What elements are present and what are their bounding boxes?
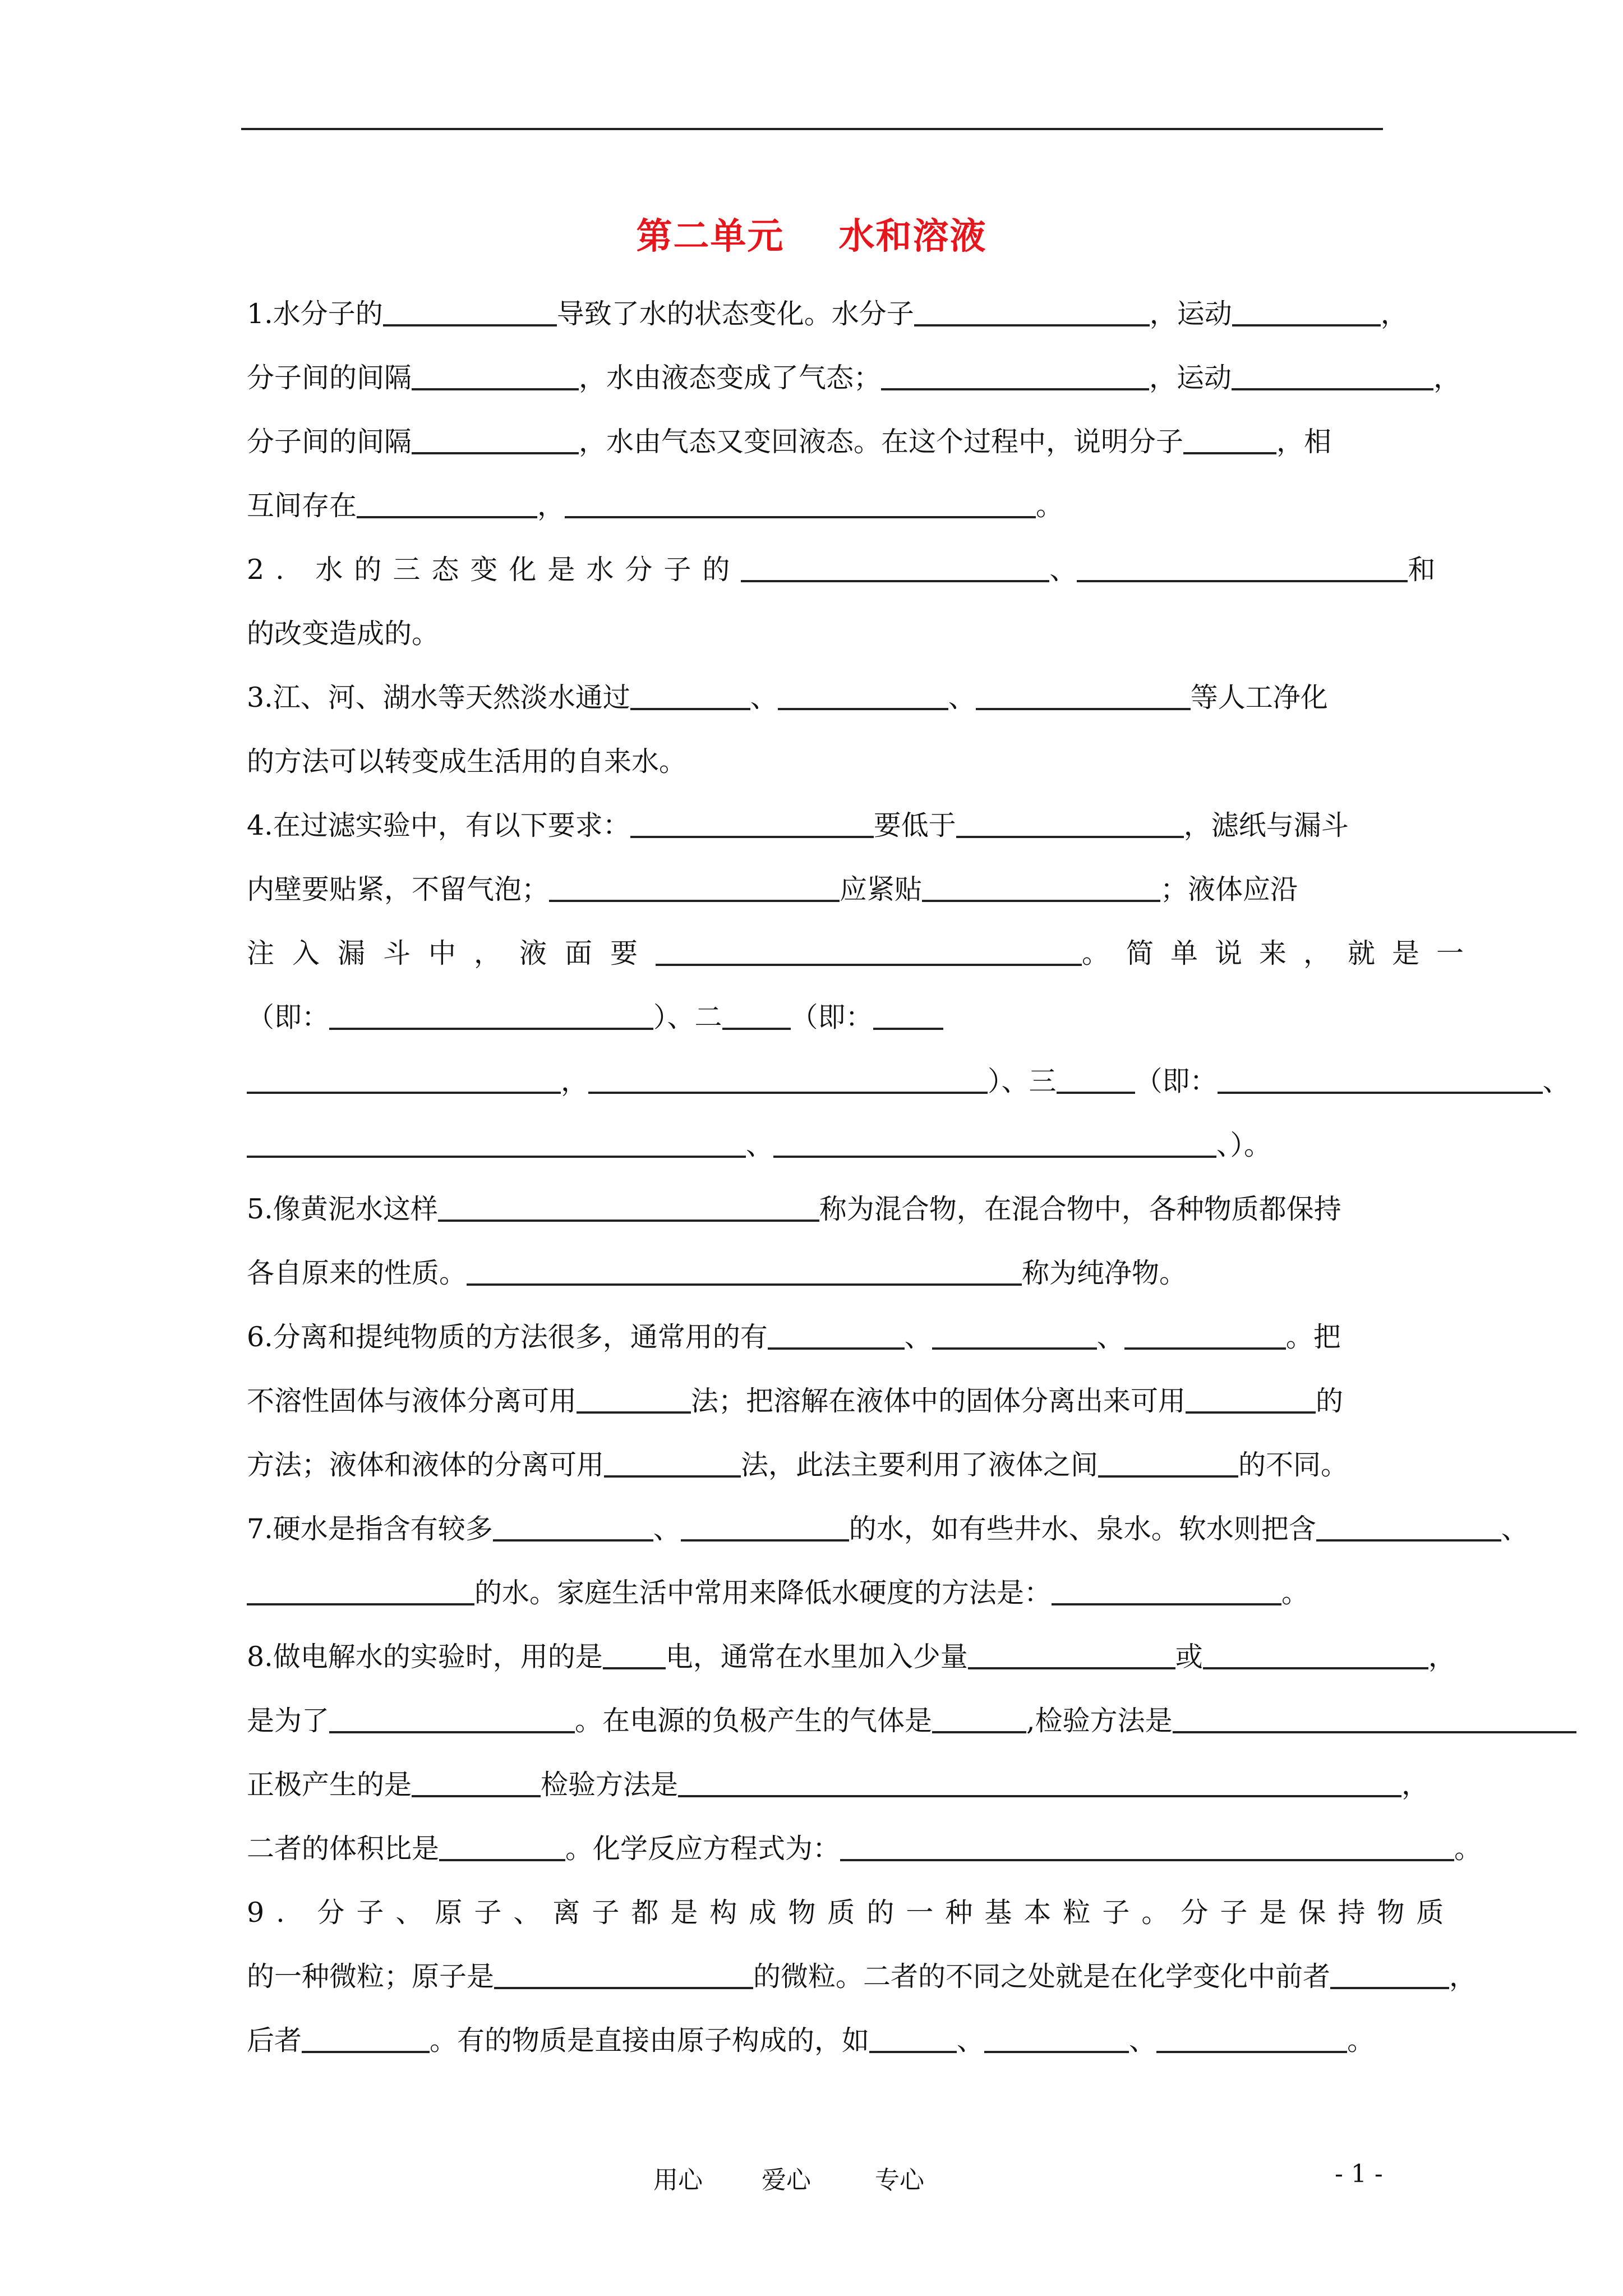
blank[interactable]: [1098, 1446, 1238, 1478]
q4-text: ）、二: [653, 1001, 722, 1033]
blank[interactable]: [881, 359, 1149, 390]
q1-text: 分子间的间隔: [247, 426, 412, 458]
blank[interactable]: [412, 1766, 541, 1797]
q8-text: ，: [1428, 1641, 1456, 1673]
blank[interactable]: [630, 679, 750, 710]
q8-text: 8.做电解水的实验时，用的是: [247, 1641, 603, 1673]
q3-line-2: [247, 739, 1623, 803]
q8-text: 二者的体积比是: [247, 1833, 440, 1865]
q9-line-2: [247, 1954, 1623, 2018]
blank[interactable]: [603, 1638, 666, 1669]
q6-text: 法，此法主要利用了液体之间: [741, 1449, 1099, 1481]
q1-text: ，: [1380, 298, 1408, 330]
q4-line-1: [247, 803, 1623, 867]
blank[interactable]: [1124, 1318, 1286, 1350]
blank[interactable]: [357, 487, 537, 518]
page-title: 第二单元 水和溶液: [636, 215, 987, 257]
q5-text: 称为纯净物。: [1022, 1257, 1187, 1289]
q1-line-2: [247, 356, 1623, 420]
q4-text: 内壁要贴紧，不留气泡；: [247, 873, 550, 905]
q9-text: 后者: [247, 2024, 302, 2056]
blank[interactable]: [768, 1318, 905, 1350]
q1-text: 互间存在: [247, 490, 357, 522]
worksheet-body: [247, 292, 1623, 2082]
q1-text: ，水由气态又变回液态。在这个过程中，说明分子: [579, 426, 1184, 458]
q9-line-1: [247, 1890, 1623, 1954]
q8-text: 是为了: [247, 1705, 330, 1737]
blank[interactable]: [549, 871, 840, 902]
blank[interactable]: [681, 1510, 849, 1542]
blank[interactable]: [438, 1190, 819, 1222]
q9-text: 9. 分子、原子、离子都是构成物质的一种基本粒子。分子是保持物质: [247, 1897, 1456, 1929]
q2-text: 的改变造成的。: [247, 618, 440, 650]
q5-text: 称为混合物，在混合物中，各种物质都保持: [819, 1193, 1341, 1225]
blank[interactable]: [412, 423, 579, 454]
q7-line-2: [247, 1571, 1623, 1635]
q8-line-4: [247, 1826, 1623, 1890]
blank[interactable]: [1183, 423, 1276, 454]
q6-text: 的: [1316, 1385, 1344, 1417]
q6-text: 不溶性固体与液体分离可用: [247, 1385, 577, 1417]
q3-text: 的方法可以转变成生活用的自来水。: [247, 746, 687, 777]
q4-text: 要低于: [873, 809, 956, 841]
blank[interactable]: [722, 999, 791, 1030]
q8-text: 电，通常在水里加入少量: [665, 1641, 968, 1673]
q9-text: 的一种微粒；原子是: [247, 1961, 495, 1993]
q9-line-3: [247, 2018, 1623, 2082]
header-rule: [241, 128, 1383, 130]
q1-text: 。: [1036, 490, 1064, 522]
q4-line-4: [247, 995, 1623, 1059]
q4-text: （即：: [1135, 1065, 1218, 1097]
q7-text: 。: [1281, 1577, 1310, 1609]
q8-line-3: [247, 1763, 1623, 1826]
page-number: - 1 -: [1335, 2160, 1383, 2188]
q4-line-3: [247, 931, 1623, 995]
q3-text: 等人工净化: [1190, 682, 1328, 714]
q2-text: 、: [1049, 554, 1077, 586]
blank[interactable]: [247, 1062, 561, 1094]
q4-text: （即：: [247, 1001, 330, 1033]
q4-text: 注入漏斗中，液面要: [247, 937, 656, 969]
q2-line-1: [247, 547, 1623, 611]
q1-line-3: [247, 420, 1623, 484]
q4-line-2: [247, 867, 1623, 931]
q3-text: 、: [750, 682, 778, 714]
q7-text: 7.硬水是指含有较多: [247, 1513, 493, 1545]
q8-text: ,检验方法是: [1026, 1705, 1173, 1737]
q8-text: 。化学反应方程式为：: [565, 1833, 841, 1865]
q4-line-5: [247, 1059, 1623, 1123]
q4-text: ）、三: [988, 1065, 1057, 1097]
q8-text: 。: [1454, 1833, 1482, 1865]
q8-line-2: [247, 1699, 1623, 1763]
q1-text: 1.水分子的: [247, 298, 383, 330]
q7-text: 、: [653, 1513, 681, 1545]
blank[interactable]: [383, 295, 557, 326]
blank[interactable]: [577, 1382, 691, 1414]
q4-text: 应紧贴: [840, 873, 923, 905]
q1-text: ，: [537, 490, 565, 522]
footer-motto-3: 专心: [875, 2166, 924, 2194]
q8-text: 。在电源的负极产生的气体是: [575, 1705, 933, 1737]
q4-text: 、）。: [1216, 1129, 1272, 1161]
blank[interactable]: [1156, 2022, 1347, 2053]
blank[interactable]: [329, 1702, 575, 1733]
blank[interactable]: [565, 487, 1036, 518]
q6-text: 方法；液体和液体的分离可用: [247, 1449, 605, 1481]
blank[interactable]: [869, 2022, 957, 2053]
q9-text: 的微粒。二者的不同之处就是在化学变化中前者: [753, 1961, 1331, 1993]
blank[interactable]: [302, 2022, 430, 2053]
q4-text: ，: [561, 1065, 589, 1097]
q4-text: 。简单说来，就是一: [1082, 937, 1481, 969]
blank[interactable]: [630, 807, 874, 838]
blank[interactable]: [1052, 1574, 1281, 1605]
q8-text: 检验方法是: [541, 1769, 679, 1801]
q1-text: ，运动: [1149, 298, 1232, 330]
q6-text: 法；把溶解在液体中的固体分离出来可用: [691, 1385, 1186, 1417]
blank[interactable]: [329, 999, 653, 1030]
blank[interactable]: [467, 1254, 1022, 1286]
blank[interactable]: [922, 871, 1160, 902]
q1-text: 分子间的间隔: [247, 362, 412, 394]
q9-text: ，: [1449, 1961, 1477, 1993]
blank[interactable]: [840, 1830, 1454, 1861]
q6-line-1: [247, 1315, 1623, 1379]
q8-text: 或: [1175, 1641, 1203, 1673]
q1-text: ，运动: [1149, 362, 1232, 394]
blank[interactable]: [439, 1830, 565, 1861]
q4-text: ，滤纸与漏斗: [1183, 809, 1349, 841]
q6-text: 6.分离和提纯物质的方法很多，通常用的有: [247, 1321, 768, 1353]
blank[interactable]: [932, 1702, 1026, 1733]
q5-text: 5.像黄泥水这样: [247, 1193, 438, 1225]
blank[interactable]: [1203, 1638, 1428, 1669]
q9-text: 、: [957, 2024, 985, 2056]
blank[interactable]: [604, 1446, 741, 1478]
blank[interactable]: [956, 807, 1184, 838]
blank[interactable]: [873, 999, 943, 1030]
q4-text: （即：: [790, 1001, 873, 1033]
blank[interactable]: [984, 2022, 1129, 2053]
footer-motto-2: 爱心: [762, 2166, 811, 2194]
q1-text: ，水由液态变成了气态；: [579, 362, 882, 394]
q4-text: 、: [1542, 1065, 1570, 1097]
q2-line-2: [247, 611, 1623, 675]
blank[interactable]: [1232, 359, 1433, 390]
q9-text: 、: [1129, 2024, 1157, 2056]
blank[interactable]: [412, 359, 579, 390]
q2-text: 2. 水的三态变化是水分子的: [247, 554, 741, 586]
q3-line-1: [247, 675, 1623, 739]
q9-text: 。有的物质是直接由原子构成的，如: [430, 2024, 870, 2056]
q7-text: 的水。家庭生活中常用来降低水硬度的方法是：: [474, 1577, 1052, 1609]
q1-text: 导致了水的状态变化。水分子: [556, 298, 914, 330]
blank[interactable]: [1173, 1702, 1576, 1733]
blank[interactable]: [741, 551, 1049, 582]
q1-line-1: [247, 292, 1623, 356]
blank[interactable]: [1057, 1062, 1135, 1094]
blank[interactable]: [773, 1126, 1216, 1158]
q1-line-4: [247, 484, 1623, 547]
blank[interactable]: [1186, 1382, 1316, 1414]
q6-line-3: [247, 1443, 1623, 1507]
q5-text: 各自原来的性质。: [247, 1257, 467, 1289]
blank[interactable]: [1077, 551, 1408, 582]
footer-motto-1: 用心: [653, 2166, 703, 2194]
blank[interactable]: [1232, 295, 1381, 326]
q8-text: 正极产生的是: [247, 1769, 412, 1801]
blank[interactable]: [588, 1062, 988, 1094]
q2-text: 和: [1408, 554, 1436, 586]
q6-text: 、: [904, 1321, 932, 1353]
blank[interactable]: [778, 679, 948, 710]
blank[interactable]: [1316, 1510, 1501, 1542]
q7-line-1: [247, 1507, 1623, 1571]
blank[interactable]: [1218, 1062, 1543, 1094]
q1-text: ，: [1433, 362, 1461, 394]
blank[interactable]: [932, 1318, 1097, 1350]
q5-line-2: [247, 1251, 1623, 1315]
q8-line-1: [247, 1635, 1623, 1699]
blank[interactable]: [678, 1766, 1401, 1797]
q1-text: ，相: [1276, 426, 1332, 458]
blank[interactable]: [494, 1958, 753, 1989]
q4-text: 4.在过滤实验中，有以下要求：: [247, 809, 630, 841]
blank[interactable]: [656, 935, 1082, 966]
q6-text: 的不同。: [1238, 1449, 1349, 1481]
blank[interactable]: [247, 1574, 474, 1605]
blank[interactable]: [493, 1510, 653, 1542]
q7-text: 、: [1501, 1513, 1529, 1545]
q3-text: 3.江、河、湖水等天然淡水通过: [247, 682, 630, 714]
q4-text: 、: [746, 1129, 774, 1161]
q4-text: ；液体应沿: [1160, 873, 1298, 905]
q9-text: 。: [1347, 2024, 1375, 2056]
q7-text: 的水，如有些井水、泉水。软水则把含: [849, 1513, 1316, 1545]
q8-text: ，: [1401, 1769, 1430, 1801]
blank[interactable]: [914, 295, 1150, 326]
blank[interactable]: [1330, 1958, 1449, 1989]
q5-line-1: [247, 1187, 1623, 1251]
q3-text: 、: [948, 682, 976, 714]
q6-text: 、: [1096, 1321, 1124, 1353]
blank[interactable]: [968, 1638, 1175, 1669]
q6-text: 。把: [1285, 1321, 1341, 1353]
q4-line-6: [247, 1123, 1623, 1187]
blank[interactable]: [976, 679, 1191, 710]
q6-line-2: [247, 1379, 1623, 1443]
blank[interactable]: [247, 1126, 746, 1158]
